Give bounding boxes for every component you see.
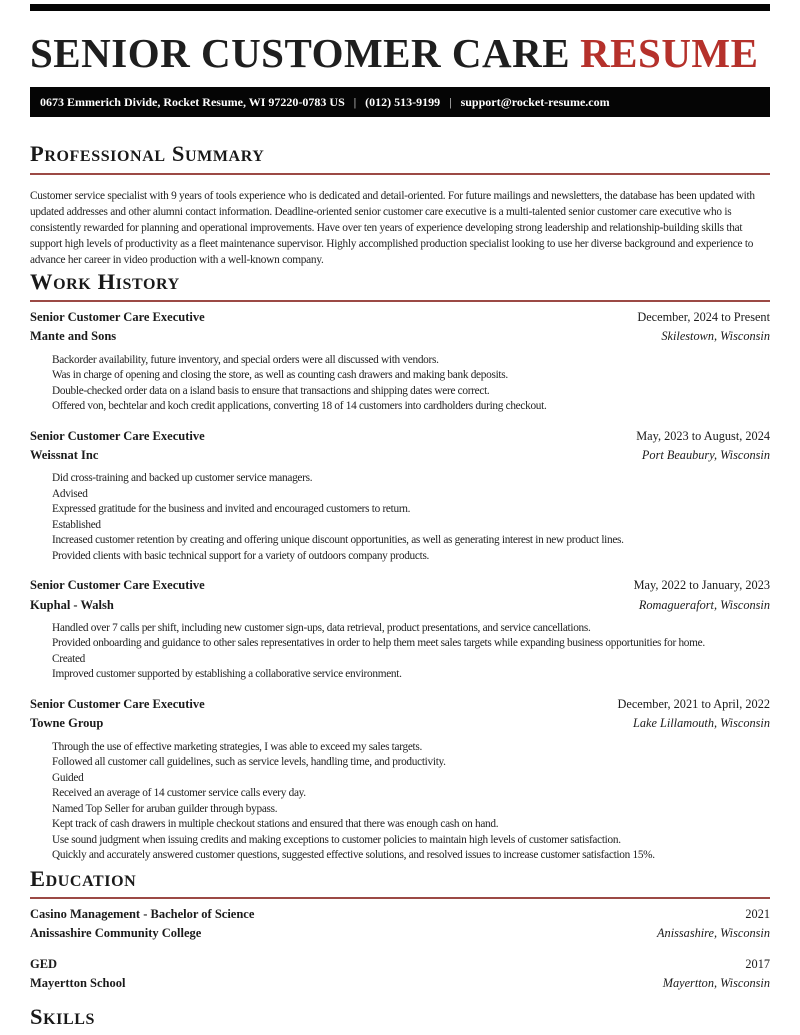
top-divider-bar — [30, 4, 770, 11]
job-bullet: • Handled over 7 calls per shift, including new customer sign-ups, data retrieval, product presentations, and service cancellations. — [52, 621, 770, 637]
education-school: Mayertton School — [30, 975, 126, 990]
job-title: Senior Customer Care Executive — [30, 428, 205, 443]
job-bullet: • Followed all customer call guidelines, such as service levels, handling time, and productivity. — [52, 755, 770, 771]
job-title-row — [30, 428, 770, 444]
education-entry — [30, 906, 770, 942]
resume-title-red: RESUME — [580, 30, 759, 76]
job-company-row — [30, 328, 770, 344]
job-bullet: • Received an average of 14 customer service calls every day. — [52, 786, 770, 802]
job-company: Weissnat Inc — [30, 448, 99, 463]
job-bullet: • Expressed gratitude for the business and invited and encouraged customers to return. — [52, 502, 770, 518]
education-year: 2017 — [745, 956, 770, 971]
job-title: Senior Customer Care Executive — [30, 578, 205, 593]
job-bullet: • Kept track of cash drawers in multiple checkout stations and ensured that there was enough cash on hand. — [52, 817, 770, 833]
work-history-entry — [30, 428, 770, 565]
contact-separator: | — [449, 95, 452, 110]
job-bullet: • Established — [52, 518, 770, 534]
skills-heading: Skills — [30, 1006, 770, 1035]
job-bullet-list — [30, 621, 770, 683]
job-location: Port Beaubury, Wisconsin — [641, 448, 770, 463]
job-company: Towne Group — [30, 716, 104, 731]
education-school-row — [30, 925, 770, 941]
job-bullet-list — [30, 353, 770, 415]
job-bullet-list — [30, 471, 770, 564]
summary-heading: Professional Summary — [30, 143, 770, 175]
education-year: 2021 — [745, 907, 770, 922]
job-bullet: • Offered von, bechtelar and koch credit applications, converting 18 of 14 customers into cardholders during checkout. — [52, 399, 770, 415]
section-professional-summary — [30, 143, 770, 269]
job-bullet: • Named Top Seller for aruban guilder through bypass. — [52, 802, 770, 818]
contact-bar — [30, 87, 770, 117]
job-company-row — [30, 447, 770, 463]
job-bullet: • Did cross-training and backed up customer service managers. — [52, 471, 770, 487]
work-history-heading: Work History — [30, 271, 770, 303]
job-bullet: • Double-checked order data on a island basis to ensure that transactions and shipping dates were correct. — [52, 384, 770, 400]
job-bullet: • Created — [52, 652, 770, 668]
resume-title-black: SENIOR CUSTOMER CARE — [30, 30, 571, 76]
job-bullet: • Provided onboarding and guidance to other sales representatives in order to help them meet sales targets while expanding business opportunities for home. — [52, 636, 770, 652]
job-bullet: • Advised — [52, 487, 770, 503]
education-school: Anissashire Community College — [30, 926, 202, 941]
job-dates: May, 2023 to August, 2024 — [636, 428, 770, 443]
job-bullet: • Provided clients with basic technical support for a variety of outdoors company products. — [52, 549, 770, 565]
job-title: Senior Customer Care Executive — [30, 310, 205, 325]
work-entries — [30, 309, 770, 863]
job-dates: May, 2022 to January, 2023 — [633, 578, 770, 593]
job-dates: December, 2021 to April, 2022 — [617, 696, 770, 711]
section-work-history — [30, 268, 770, 864]
work-history-entry — [30, 577, 770, 683]
education-school-row — [30, 975, 770, 991]
contact-phone: (012) 513-9199 — [365, 95, 441, 110]
job-bullet: • Backorder availability, future inventory, and special orders were all discussed with vendors. — [52, 353, 770, 369]
education-entry — [30, 956, 770, 992]
job-bullet-list — [30, 740, 770, 864]
job-title-row — [30, 577, 770, 593]
job-location: Lake Lillamouth, Wisconsin — [633, 716, 770, 731]
contact-separator: | — [353, 95, 357, 110]
job-bullet: • Through the use of effective marketing strategies, I was able to exceed my sales targets. — [52, 740, 770, 756]
job-title-row — [30, 696, 770, 712]
education-heading: Education — [30, 868, 770, 900]
job-bullet: • Use sound judgment when issuing credits and making exceptions to customer policies to maintain high levels of customer satisfaction. — [52, 833, 770, 849]
job-company: Kuphal - Walsh — [30, 597, 114, 612]
job-location: Romaguerafort, Wisconsin — [638, 597, 770, 612]
education-degree: Casino Management - Bachelor of Science — [30, 907, 255, 922]
job-company-row — [30, 597, 770, 613]
education-degree-row — [30, 956, 770, 972]
job-bullet: • Guided — [52, 771, 770, 787]
job-company: Mante and Sons — [30, 329, 117, 344]
work-history-entry — [30, 309, 770, 415]
job-title: Senior Customer Care Executive — [30, 696, 205, 711]
job-bullet: • Increased customer retention by creating and offering unique discount opportunities, as well as generating interest in new product lines. — [52, 533, 770, 549]
education-degree-row — [30, 906, 770, 922]
job-location: Skilestown, Wisconsin — [661, 329, 770, 344]
job-bullet: • Quickly and accurately answered customer questions, suggested effective solutions, and resolved issues to increase customer satisfaction 15%. — [52, 848, 770, 864]
summary-paragraph: Customer service specialist with 9 years of tools experience who is dedicated and detail-oriented. For future mailings and newsletters, the database has been updated with updated addresses and other alumni contact information. Deadline-oriented senior customer care executive is a multi-talented senior customer care executive who is consistently rewarded for planning and operational improvements. Have over ten years of experience developing strong leadership and relationship-building skills that support high levels of productivity as a fleet maintenance supervisor. Highly accomplished production specialist looking to use her diverse background and experience to advance her career in video production with a well-known company. — [30, 189, 755, 267]
education-location: Mayertton, Wisconsin — [662, 975, 770, 990]
education-degree: GED — [30, 956, 58, 971]
job-dates: December, 2024 to Present — [637, 310, 770, 325]
job-company-row — [30, 715, 770, 731]
job-bullet: • Was in charge of opening and closing the store, as well as counting cash drawers and making bank deposits. — [52, 368, 770, 384]
work-history-entry — [30, 696, 770, 864]
education-entries — [30, 906, 770, 991]
resume-title — [30, 30, 770, 77]
section-skills — [30, 1006, 770, 1035]
job-bullet: • Improved customer supported by establishing a collaborative service environment. — [52, 667, 770, 683]
section-education — [30, 865, 770, 992]
contact-address: 0673 Emmerich Divide, Rocket Resume, WI 97220-0783 US — [40, 95, 345, 110]
education-location: Anissashire, Wisconsin — [657, 926, 770, 941]
job-title-row — [30, 309, 770, 325]
contact-email: support@rocket-resume.com — [460, 95, 610, 110]
